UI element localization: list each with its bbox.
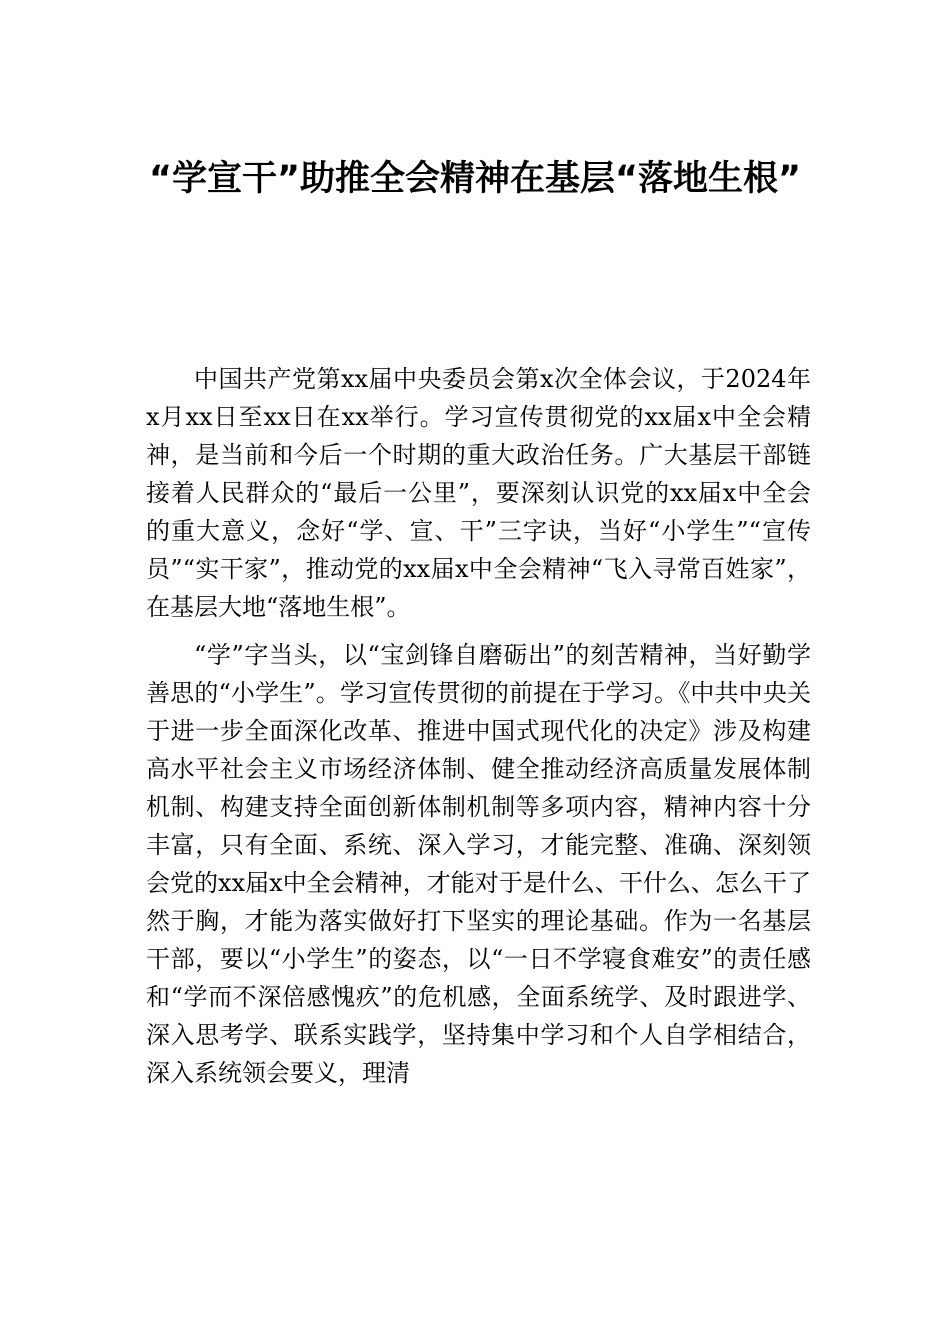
paragraph-intro: 中国共产党第xx届中央委员会第x次全体会议，于2024年x月xx日至xx日在xx举行。学习宣传贯彻党的xx届x中全会精神，是当前和今后一个时期的重大政治任务。广大基层干部链接着人民群众的“最后一公里”，要深刻认识党的xx届x中全会的重大意义，念好“学、宣、干”三字诀，当好“小学生”“宣传员”“实干家”，推动党的xx届x中全会精神“飞入寻常百姓家”，在基层大地“落地生根”。 — [146, 365, 811, 621]
paragraph-study: “学”字当头，以“宝剑锋自磨砺出”的刻苦精神，当好勤学善思的“小学生”。学习宣传贯彻的前提在于学习。《中共中央关于进一步全面深化改革、推进中国式现代化的决定》涉及构建高水平社会主义市场经济体制、健全推动经济高质量发展体制机制、构建支持全面创新体制机制等多项内容，精神内容十分丰富，只有全面、系统、深入学习，才能完整、准确、深刻领会党的xx届x中全会精神，才能对于是什么、干什么、怎么干了然于胸，才能为落实做好打下坚实的理论基础。作为一名基层干部，要以“小学生”的姿态，以“一日不学寝食难安”的责任感和“学而不深倍感愧疚”的危机感，全面系统学、及时跟进学、深入思考学、联系实践学，坚持集中学习和个人自学相结合，深入系统领会要义，理清 — [146, 641, 811, 1087]
document-body — [146, 360, 811, 1092]
document-title: “学宣干”助推全会精神在基层“落地生根” — [148, 159, 801, 199]
